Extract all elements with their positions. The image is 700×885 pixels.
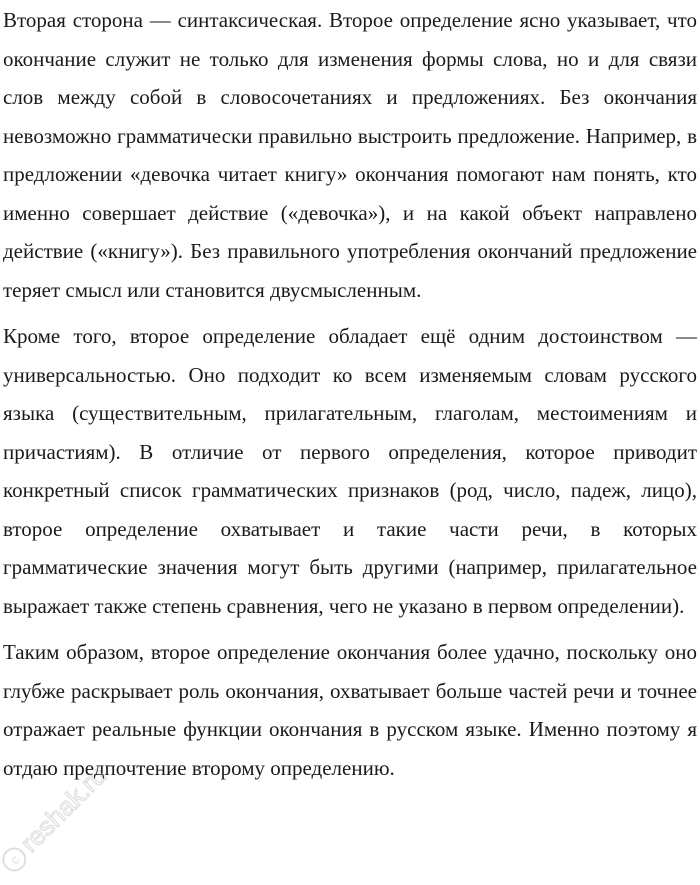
paragraph-universality: Кроме того, второе определение обладает ещё одним достоинством — универсальностью. Оно подходит ко всем изменяемым словам русского языка (существительным, прилагательным, глаголам, местоимениям и причастиям). В отличие от первого определения, которое приводит конкретный список грамматических признаков (род, число, падеж, лицо), второе определение охватывает и такие части речи, в которых грамматические значения могут быть другими (например, прилагательное выражает также степень сравнения, чего не указано в первом определении).: [3, 324, 697, 618]
svg-text:reshak.ru: reshak.ru: [14, 760, 113, 859]
paragraph-syntactic-side: Вторая сторона — синтаксическая. Второе определение ясно указывает, что окончание служит не только для изменения формы слова, но и для связи слов между собой в словосочетаниях и предложениях. Без окончания невозможно грамматически правильно выстроить предложение. Например, в предложении «девочка читает книгу» окончания помогают нам понять, кто именно совершает действие («девочка»), и на какой объект направлено действие («книгу»). Без правильного употребления окончаний предложение теряет смысл или становится двусмысленным.: [3, 8, 697, 302]
paragraph-conclusion: Таким образом, второе определение окончания более удачно, поскольку оно глубже раскрывает роль окончания, охватывает больше частей речи и точнее отражает реальные функции окончания в русском языке. Именно поэтому я отдаю предпочтение второму определению.: [3, 640, 697, 780]
svg-text:c: c: [6, 852, 23, 868]
